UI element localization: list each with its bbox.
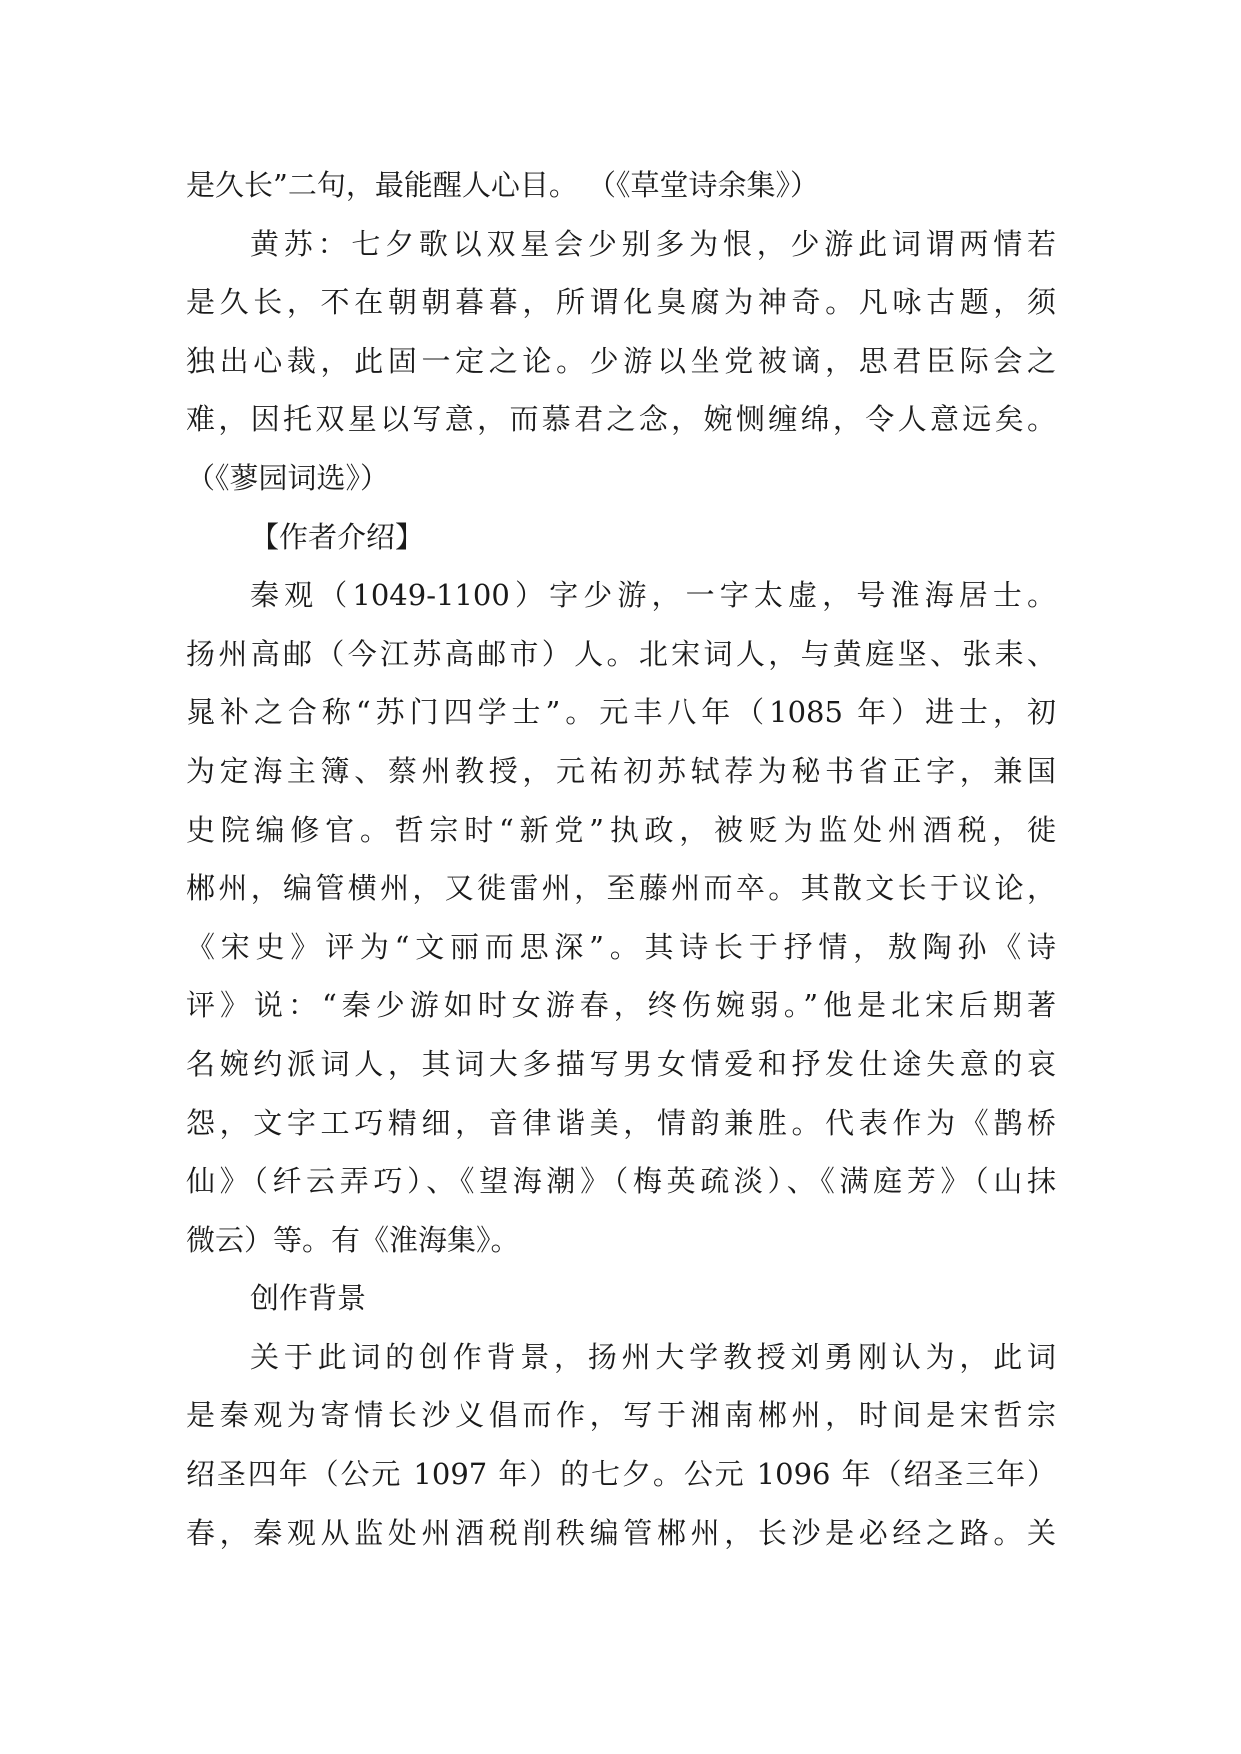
background-heading: 创作背景 — [250, 1281, 367, 1316]
author-line-11: 仙》（纤云弄巧）、《望海潮》（梅英疏淡）、《满庭芳》（山抹 — [186, 1164, 1056, 1199]
author-heading: 【作者介绍】 — [250, 519, 425, 554]
author-line-2: 扬州高邮（今江苏高邮市）人。北宋词人，与黄庭坚、张耒、 — [186, 636, 1056, 671]
author-line-8: 评》说：“秦少游如时女游春，终伤婉弱。”他是北宋后期著 — [186, 988, 1056, 1023]
quote-cont-line-1: 是久长”二句，最能醒人心目。 （《草堂诗余集》） — [186, 168, 820, 202]
background-line-4: 春，秦观从监处州酒税削秩编管郴州，长沙是必经之路。关 — [186, 1515, 1056, 1550]
huangsu-line-2: 是久长，不在朝朝暮暮，所谓化臭腐为神奇。凡咏古题，须 — [186, 285, 1056, 320]
huangsu-line-5: （《蓼园词选》） — [186, 460, 390, 495]
background-line-2: 是秦观为寄情长沙义倡而作，写于湘南郴州，时间是宋哲宗 — [186, 1398, 1056, 1433]
huangsu-line-1: 黄苏：七夕歌以双星会少别多为恨，少游此词谓两情若 — [250, 226, 1056, 261]
author-line-5: 史院编修官。哲宗时“新党”执政，被贬为监处州酒税，徙 — [186, 812, 1056, 847]
author-line-4: 为定海主簿、蔡州教授，元祐初苏轼荐为秘书省正字，兼国 — [186, 753, 1056, 788]
background-line-1: 关于此词的创作背景，扬州大学教授刘勇刚认为，此词 — [250, 1339, 1056, 1374]
author-line-10: 怨，文字工巧精细，音律谐美，情韵兼胜。代表作为《鹊桥 — [186, 1105, 1056, 1140]
author-line-12: 微云）等。有《淮海集》。 — [186, 1222, 520, 1257]
document-page — [186, 156, 1056, 1562]
author-line-6: 郴州，编管横州，又徙雷州，至藤州而卒。其散文长于议论， — [186, 871, 1056, 906]
background-line-3: 绍圣四年（公元 1097 年）的七夕。公元 1096 年（绍圣三年） — [186, 1457, 1056, 1492]
huangsu-line-3: 独出心裁，此固一定之论。少游以坐党被谪，思君臣际会之 — [186, 343, 1056, 378]
author-line-9: 名婉约派词人，其词大多描写男女情爱和抒发仕途失意的哀 — [186, 1046, 1056, 1081]
author-line-1: 秦观（1049-1100）字少游，一字太虚，号淮海居士。 — [250, 578, 1056, 613]
huangsu-line-4: 难，因托双星以写意，而慕君之念，婉恻缠绵，令人意远矣。 — [186, 402, 1056, 437]
author-line-3: 晁补之合称“苏门四学士”。元丰八年（1085 年）进士，初 — [186, 695, 1056, 730]
author-line-7: 《宋史》评为“文丽而思深”。其诗长于抒情，敖陶孙《诗 — [186, 929, 1056, 964]
